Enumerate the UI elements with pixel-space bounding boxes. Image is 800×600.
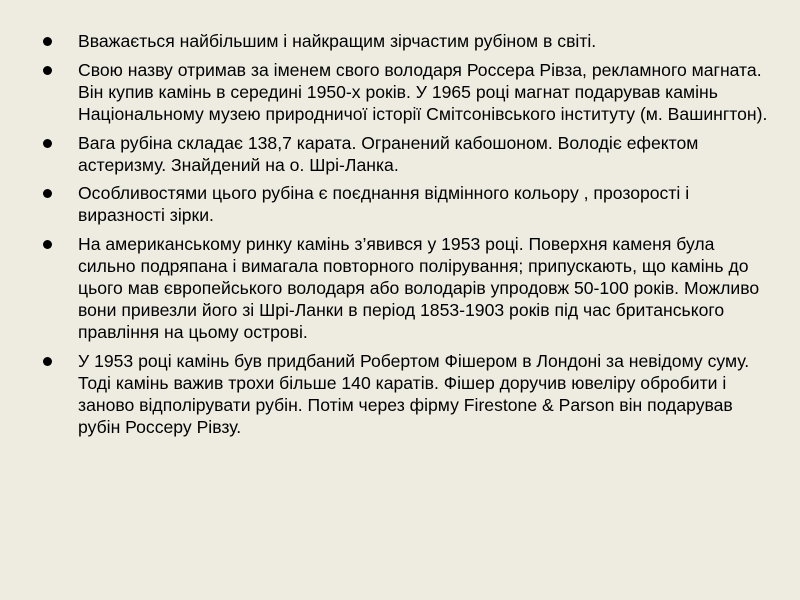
bullet-dot-icon	[43, 139, 52, 148]
bullet-dot-icon	[43, 66, 52, 75]
bullet-text: Свою назву отримав за іменем свого володаря Россера Рівза, рекламного магната. Він купив камінь в середині 1950-х років. У 1965 році магнат подарував камінь Національному музею природничої історії Смітсонівського інституту (м. Вашингтон).	[78, 59, 768, 124]
bullet-text: У 1953 році камінь був придбаний Робертом Фішером в Лондоні за невідому суму. Тоді камінь важив трохи більше 140 каратів. Фішер доручив ювеліру обробити і заново відполірувати рубін. Потім через фірму Firestone & Parson він подарував рубін Россеру Рівзу.	[78, 350, 750, 437]
bullet-item	[78, 59, 768, 125]
bullet-item	[78, 132, 768, 176]
bullet-dot-icon	[43, 189, 52, 198]
bullet-item	[78, 233, 768, 343]
bullet-item	[78, 30, 768, 52]
bullet-dot-icon	[43, 37, 52, 46]
bullet-item	[78, 350, 768, 438]
bullet-dot-icon	[43, 240, 52, 249]
bullet-text: Особливостями цього рубіна є поєднання відмінного кольору , прозорості і виразності зірки.	[78, 183, 690, 226]
bullet-text: Вважається найбільшим і найкращим зірчастим рубіном в світі.	[78, 31, 597, 51]
bullet-item	[78, 182, 768, 226]
bullet-list	[78, 30, 768, 445]
bullet-dot-icon	[43, 357, 52, 366]
bullet-text: Вага рубіна складає 138,7 карата. Огранений кабошоном. Володіє ефектом астеризму. Знайдений на о. Шрі-Ланка.	[78, 132, 699, 175]
bullet-text: На американському ринку камінь з’явився у 1953 році. Поверхня каменя була сильно подряпана і вимагала повторного полірування; припускають, що камінь до цього мав європейського володаря або володарів упродовж 50-100 років. Можливо вони привезли його зі Шрі-Ланки в період 1853-1903 років під час британського правління на цьому острові.	[78, 234, 760, 343]
